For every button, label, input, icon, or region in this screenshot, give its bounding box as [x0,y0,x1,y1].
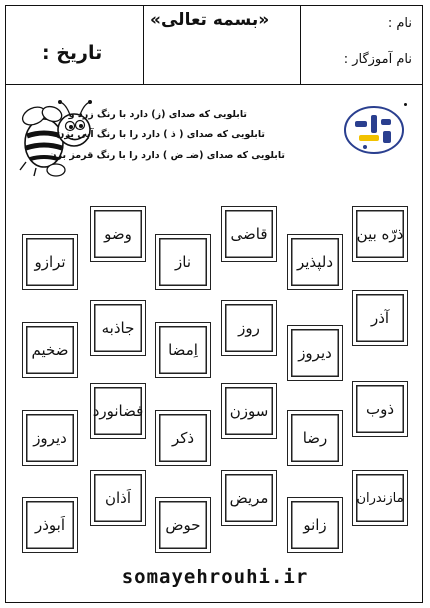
word-card: دیروز [22,410,78,466]
word-card: اَبوذر [22,497,78,553]
word-card: ضخیم [22,322,78,378]
word-card: ناز [155,234,211,290]
word-card: ذکر [155,410,211,466]
header-left-divider [143,5,144,84]
date-label: تاریخ : [42,42,103,64]
word-card: دلپذیر [287,234,343,290]
word-card: فضانورد [90,383,146,439]
word-card: مریض [221,470,277,526]
word-card: قاضی [221,206,277,262]
word-card: ترازو [22,234,78,290]
word-card: مازندران [352,470,408,526]
word-card: ذوب [352,381,408,437]
word-card: رضا [287,410,343,466]
word-card: سوزن [221,383,277,439]
name-label: نام : [387,16,412,31]
instruction-1: تابلویی که صدای (ز) دارد با رنگ زرد و [68,109,247,120]
header-divider [5,84,423,85]
word-card: حوض [155,497,211,553]
instruction-3: تابلویی که صدای (ضـ ض ) دارد را با رنگ قرمز بزن [48,150,285,161]
word-card: جاذبه [90,300,146,356]
word-card: اِمضا [155,322,211,378]
page-title: «بسمه تعالی» [150,10,270,30]
word-card: ذرّه بین [352,206,408,262]
word-card: وضو [90,206,146,262]
header-right-divider [300,5,301,84]
word-card: آذر [352,290,408,346]
teacher-label: نام آموزگار : [343,52,412,67]
word-card: روز [221,300,277,356]
word-card: زانو [287,497,343,553]
site-footer: somayehrouhi.ir [121,566,309,588]
word-card: دیروز [287,325,343,381]
brand-logo [343,105,405,155]
word-card: اَذان [90,470,146,526]
instruction-2: تابلویی که صدای ( ذ ) دارد را با رنگ آبی بزن [56,129,265,140]
